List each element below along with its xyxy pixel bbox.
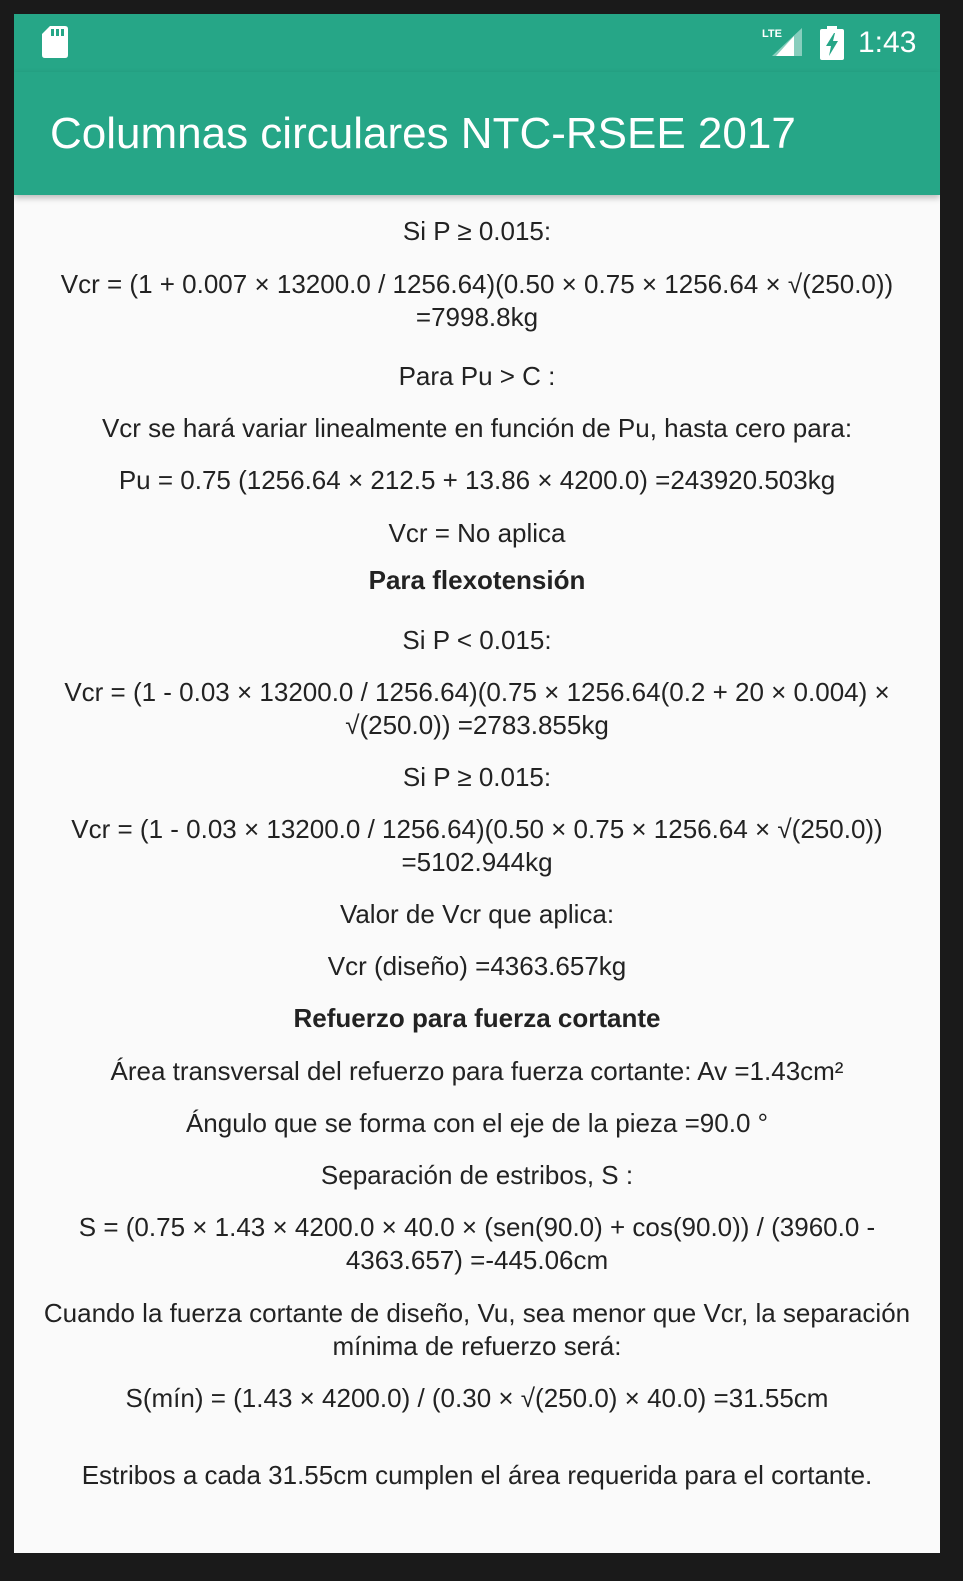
description-text: Área transversal del refuerzo para fuerza cortante: Av =1.43cm²: [110, 1056, 844, 1086]
condition-label: Para Pu > C :: [398, 361, 556, 391]
formula-line: Pu = 0.75 (1256.64 × 212.5 + 13.86 × 4200.0) =243920.503kg: [118, 465, 836, 495]
formula-result: √(250.0)) =2783.855kg: [345, 710, 609, 740]
status-clock: 1:43: [858, 26, 917, 59]
condition-label: Si P ≥ 0.015:: [402, 216, 552, 246]
description-text: Cuando la fuerza cortante de diseño, Vu, sea menor que Vcr, la separación: [43, 1298, 911, 1328]
description-text: Vcr se hará variar linealmente en función de Pu, hasta cero para:: [101, 413, 853, 443]
conclusion-text: Estribos a cada 31.55cm cumplen el área requerida para el cortante.: [81, 1460, 873, 1490]
section-heading-flexotension: Para flexotensión: [368, 565, 586, 595]
condition-label: Si P ≥ 0.015:: [402, 762, 552, 792]
lte-signal-icon: [762, 26, 804, 58]
formula-result: 4363.657) =-445.06cm: [345, 1245, 609, 1275]
app-bar: [14, 72, 940, 195]
condition-label: Si P < 0.015:: [402, 625, 552, 655]
formula-result: =7998.8kg: [415, 302, 539, 332]
formula-line: S(mín) = (1.43 × 4200.0) / (0.30 × √(250.0) × 40.0) =31.55cm: [125, 1383, 829, 1413]
sd-card-icon: [42, 26, 68, 58]
status-bar: [14, 14, 940, 72]
section-heading-refuerzo: Refuerzo para fuerza cortante: [293, 1003, 661, 1033]
formula-result: =5102.944kg: [401, 847, 553, 877]
phone-screen: [14, 14, 940, 1553]
svg-text:LTE: LTE: [762, 28, 782, 40]
description-text: Separación de estribos, S :: [320, 1160, 634, 1190]
formula-result: Vcr = No aplica: [388, 518, 566, 548]
formula-line: Vcr = (1 - 0.03 × 13200.0 / 1256.64)(0.50 × 0.75 × 1256.64 × √(250.0)): [71, 814, 883, 844]
formula-line: S = (0.75 × 1.43 × 4200.0 × 40.0 × (sen(90.0) + cos(90.0)) / (3960.0 -: [78, 1212, 876, 1242]
battery-charging-icon: [820, 26, 844, 60]
formula-line: Vcr = (1 + 0.007 × 13200.0 / 1256.64)(0.50 × 0.75 × 1256.64 × √(250.0)): [60, 269, 894, 299]
description-text: Ángulo que se forma con el eje de la pieza =90.0 °: [185, 1108, 769, 1138]
description-text: Valor de Vcr que aplica:: [339, 899, 615, 929]
formula-line: Vcr = (1 - 0.03 × 13200.0 / 1256.64)(0.75 × 1256.64(0.2 + 20 × 0.004) ×: [64, 677, 890, 707]
results-content: [14, 195, 940, 1553]
formula-result: Vcr (diseño) =4363.657kg: [327, 951, 627, 981]
app-title: Columnas circulares NTC-RSEE 2017: [50, 109, 796, 158]
description-text: mínima de refuerzo será:: [332, 1331, 622, 1361]
